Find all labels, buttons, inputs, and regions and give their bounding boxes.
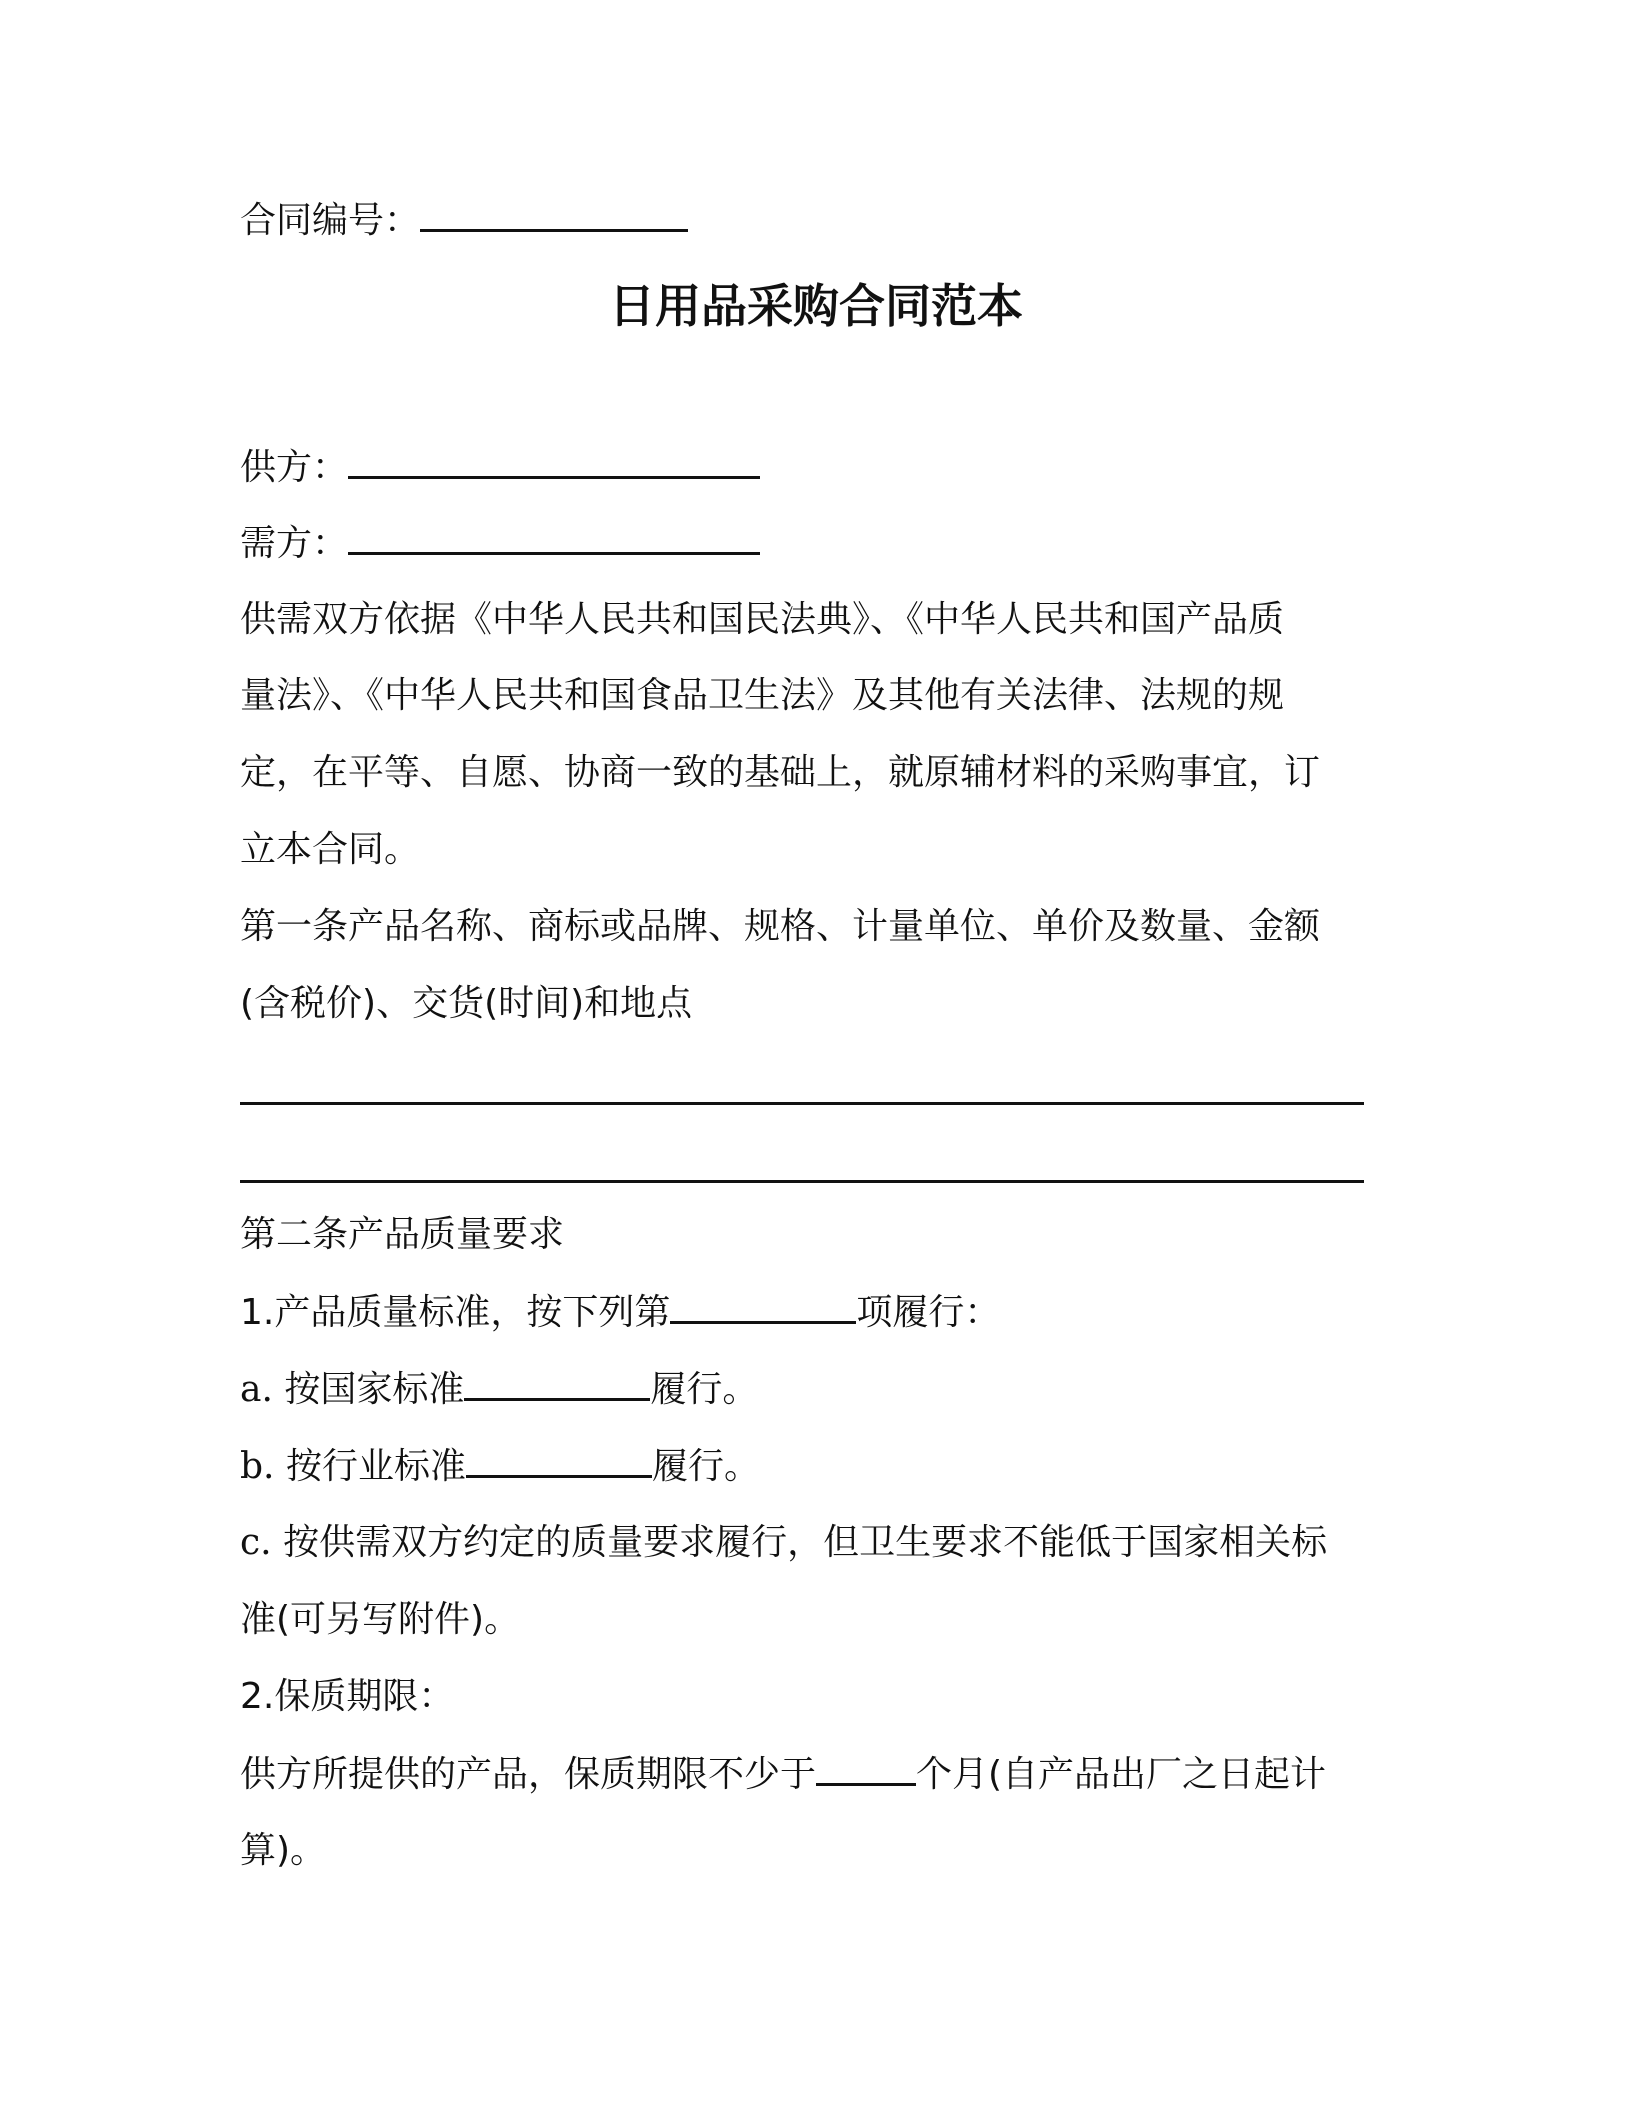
contract-number-blank[interactable] (420, 197, 688, 232)
intro-line: 立本合同。 (240, 829, 421, 870)
item-c-marker: c. (240, 1522, 272, 1563)
intro-line: 定，在平等、自愿、协商一致的基础上，就原辅材料的采购事宜，订 (240, 752, 1321, 793)
supplier-blank[interactable] (348, 444, 760, 479)
item-c-line (240, 1520, 1327, 1566)
buyer-label: 需方： (240, 523, 349, 564)
item-c-text: 按供需双方约定的质量要求履行，但卫生要求不能低于国家相关标 (283, 1522, 1328, 1563)
shelf-life-heading: 2.保质期限： (240, 1676, 455, 1717)
industry-standard-blank[interactable] (466, 1443, 652, 1478)
quality-standard-suffix: 项履行： (856, 1292, 1001, 1333)
shelf-life-months-blank[interactable] (816, 1751, 916, 1786)
buyer-blank[interactable] (348, 520, 760, 555)
item-b-text: 按行业标准 (285, 1446, 466, 1487)
quality-standard-blank[interactable] (670, 1289, 856, 1324)
quality-standard-text: 1.产品质量标准，按下列第 (240, 1292, 671, 1333)
item-b-suffix: 履行。 (651, 1446, 760, 1487)
article1-fill-line-1[interactable] (240, 1102, 1364, 1105)
article1-fill-line-2[interactable] (240, 1180, 1364, 1183)
contract-number-label: 合同编号： (240, 200, 421, 241)
intro-line: 供需双方依据《中华人民共和国民法典》、《中华人民共和国产品质 (240, 599, 1285, 640)
quality-standard-line (240, 1289, 1000, 1336)
intro-line: 量法》、《中华人民共和国食品卫生法》及其他有关法律、法规的规 (240, 675, 1285, 716)
shelf-life-end: 算)。 (240, 1830, 327, 1871)
article1-line: (含税价)、交货(时间)和地点 (240, 983, 693, 1024)
item-a-suffix: 履行。 (650, 1369, 759, 1410)
document-title: 日用品采购合同范本 (609, 279, 1023, 333)
item-c-continuation: 准(可另写附件)。 (240, 1599, 521, 1640)
article2-heading: 第二条产品质量要求 (240, 1214, 565, 1255)
item-b-marker: b. (240, 1446, 275, 1487)
shelf-life-text: 供方所提供的产品，保质期限不少于 (240, 1754, 817, 1795)
supplier-label: 供方： (240, 447, 349, 488)
national-standard-blank[interactable] (464, 1366, 650, 1401)
item-a-marker: a. (240, 1369, 273, 1410)
item-a-line (240, 1366, 758, 1413)
item-b-line (240, 1443, 760, 1490)
supplier-line (240, 444, 760, 491)
shelf-life-line (240, 1751, 1326, 1798)
article1-line: 第一条产品名称、商标或品牌、规格、计量单位、单价及数量、金额 (240, 906, 1321, 947)
shelf-life-suffix: 个月(自产品出厂之日起计 (916, 1754, 1327, 1795)
buyer-line (240, 520, 760, 567)
item-a-text: 按国家标准 (284, 1369, 465, 1410)
contract-number-line (240, 197, 688, 244)
